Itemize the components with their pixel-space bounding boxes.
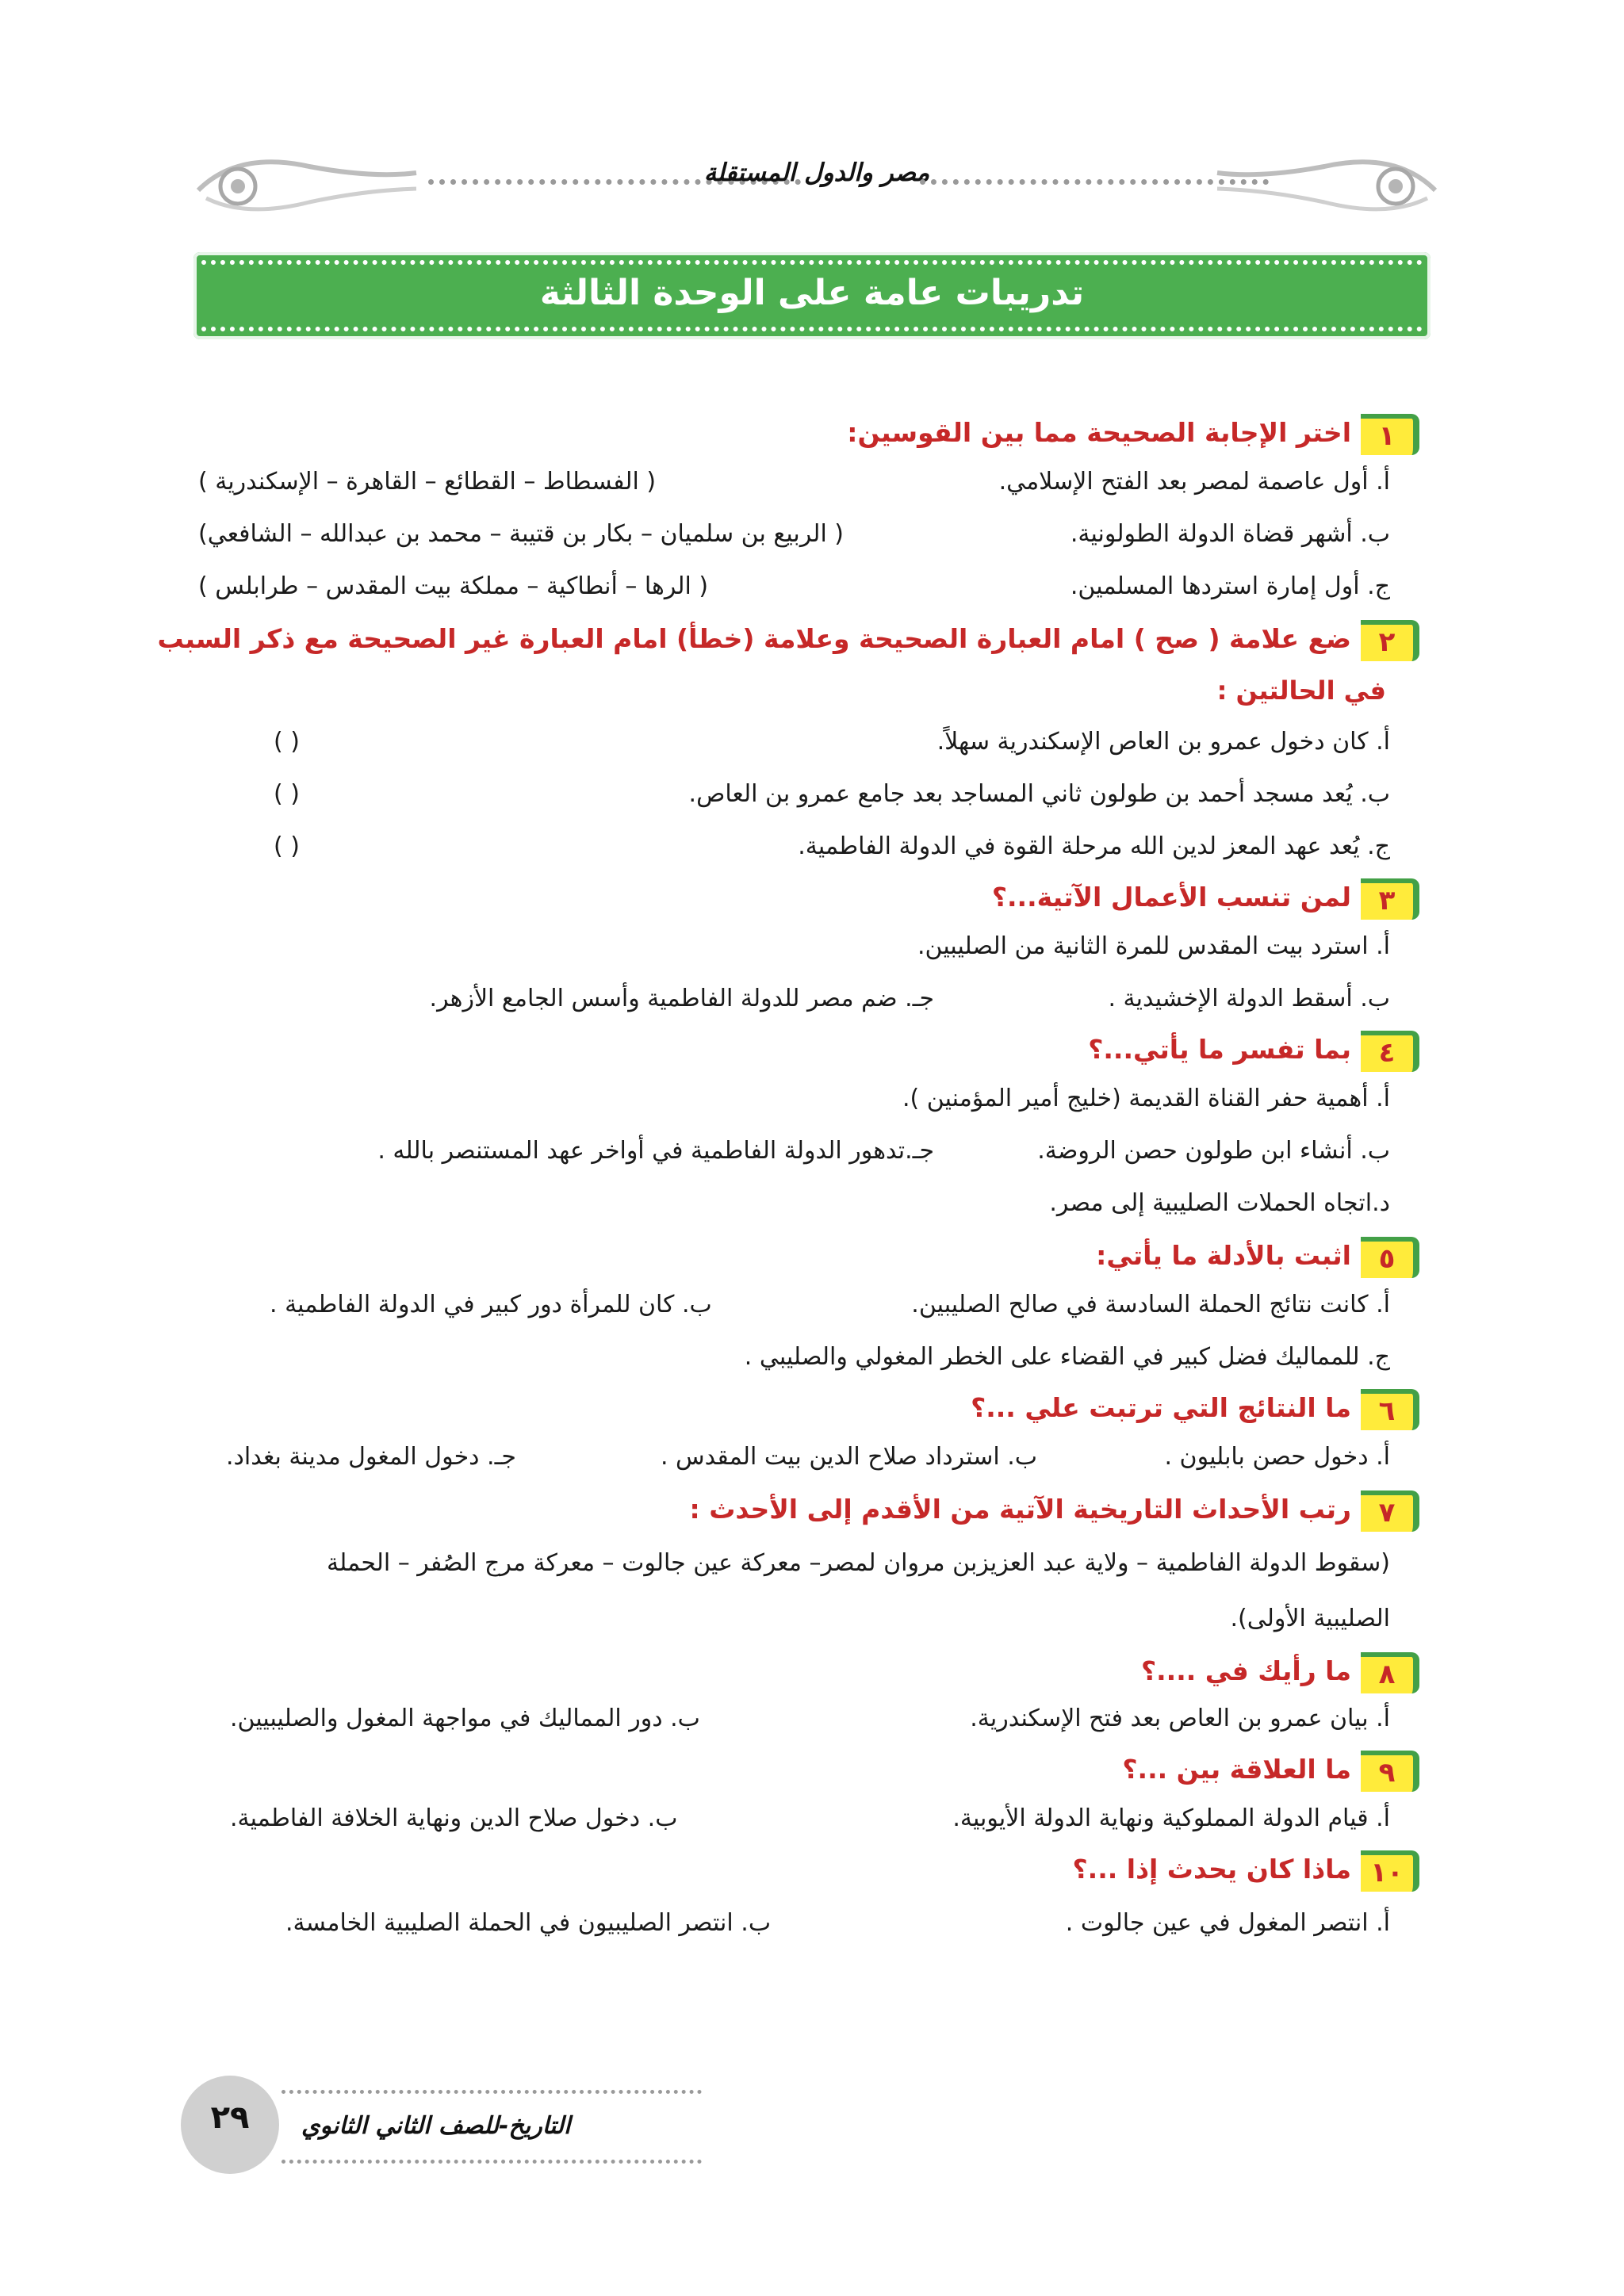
q1-item-b: ب. أشهر قضاة الدولة الطولونية. <box>1070 520 1390 548</box>
question-1 <box>190 414 1419 458</box>
question-title: ماذا كان يحدث إذا ...؟ <box>1072 1854 1351 1885</box>
question-8 <box>190 1652 1419 1697</box>
q1-item-b-options: ( الربيع بن سلميان – بكار بن قتيبة – محمد بن عبدالله – الشافعي) <box>198 520 845 548</box>
q3-item-a: أ. استرد بيت المقدس للمرة الثانية من الصليبين. <box>917 932 1390 960</box>
q7-events-line-1: (سقوط الدولة الفاطمية – ولاية عبد العزيزبن مروان لمصر– معركة عين جالوت – معركة مرج الصُفر – الحملة <box>327 1549 1390 1577</box>
question-number-badge: ١ <box>1361 414 1419 455</box>
answer-blank[interactable]: ( ) <box>274 728 300 756</box>
q9-item-b: ب. دخول صلاح الدين ونهاية الخلافة الفاطمية. <box>230 1804 678 1832</box>
q8-item-a: أ. بيان عمرو بن العاص بعد فتح الإسكندرية. <box>970 1705 1390 1732</box>
question-title: اثبت بالأدلة ما يأتي: <box>1096 1240 1351 1271</box>
q10-item-a: أ. انتصر المغول في عين جالوت . <box>1065 1909 1390 1937</box>
page-header <box>190 143 1443 230</box>
question-number-badge: ٨ <box>1361 1652 1419 1693</box>
q5-item-c: ج. للمماليك فضل كبير في القضاء على الخطر المغولي والصليبي . <box>744 1343 1390 1371</box>
question-title: ما رأيك في ....؟ <box>1141 1655 1351 1686</box>
answer-blank[interactable]: ( ) <box>274 832 300 860</box>
question-title: ما النتائج التي ترتبت علي ...؟ <box>971 1392 1351 1423</box>
footer-title: التاريخ-للصف الثاني الثانوي <box>301 2112 571 2140</box>
section-banner <box>193 252 1431 339</box>
q6-item-b: ب. استرداد صلاح الدين بيت المقدس . <box>660 1443 1037 1471</box>
question-title: اختر الإجابة الصحيحة مما بين القوسين: <box>847 417 1351 448</box>
question-title-continued: في الحالتين : <box>1216 675 1386 706</box>
question-title: ضع علامة ( صح ) امام العبارة الصحيحة وعلامة (خطأ) امام العبارة غير الصحيحة مع ذكر السبب <box>157 623 1351 654</box>
question-title: رتب الأحداث التاريخية الآتية من الأقدم إلى الأحدث : <box>689 1494 1351 1525</box>
q2-item-c: ج. يُعد عهد المعز لدين الله مرحلة القوة في الدولة الفاطمية. <box>798 832 1390 860</box>
question-2 <box>157 620 1419 664</box>
question-title: بما تفسر ما يأتي...؟ <box>1088 1034 1351 1065</box>
question-number-badge: ٧ <box>1361 1490 1419 1532</box>
q1-item-a: أ. أول عاصمة لمصر بعد الفتح الإسلامي. <box>998 468 1390 496</box>
q5-item-a: أ. كانت نتائج الحملة السادسة في صالح الصليبين. <box>911 1291 1390 1318</box>
q7-events-line-2: الصليبية الأولى). <box>1230 1605 1390 1632</box>
question-number-badge: ٦ <box>1361 1389 1419 1430</box>
question-5 <box>190 1237 1419 1281</box>
question-4 <box>190 1031 1419 1075</box>
q9-item-a: أ. قيام الدولة المملوكية ونهاية الدولة الأيوبية. <box>952 1804 1390 1832</box>
question-title: ما العلاقة بين ...؟ <box>1122 1754 1351 1785</box>
q6-item-a: أ. دخول حصن بابليون . <box>1164 1443 1390 1471</box>
question-number-badge: ٢ <box>1361 620 1419 661</box>
running-header-title: مصر والدول المستقلة <box>703 159 930 187</box>
q6-item-c: جـ. دخول المغول مدينة بغداد. <box>226 1443 516 1471</box>
question-9 <box>190 1751 1419 1795</box>
q4-item-a: أ. أهمية حفر القناة القديمة (خليج أمير المؤمنين ). <box>902 1085 1390 1112</box>
q3-item-b: ب. أسقط الدولة الإخشيدية . <box>1108 985 1390 1012</box>
q3-item-c: جـ. ضم مصر للدولة الفاطمية وأسس الجامع الأزهر. <box>429 985 934 1012</box>
footer-dots-top <box>282 2090 702 2094</box>
q10-item-b: ب. انتصر الصليبيون في الحملة الصليبية الخامسة. <box>285 1909 772 1937</box>
question-number-badge: ٤ <box>1361 1031 1419 1072</box>
question-number-badge: ٩ <box>1361 1751 1419 1792</box>
q2-item-b: ب. يُعد مسجد أحمد بن طولون ثاني المساجد بعد جامع عمرو بن العاص. <box>688 780 1390 808</box>
section-title: تدريبات عامة على الوحدة الثالثة <box>539 273 1085 313</box>
q4-item-b: ب. أنشاء ابن طولون حصن الروضة. <box>1037 1137 1390 1165</box>
q1-item-a-options: ( الفسطاط – القطائع – القاهرة – الإسكندرية ) <box>198 468 657 496</box>
q1-item-c: ج. أول إمارة استردها المسلمين. <box>1070 572 1390 600</box>
question-6 <box>190 1389 1419 1433</box>
question-3 <box>190 878 1419 923</box>
question-number-badge: ٣ <box>1361 878 1419 920</box>
q4-item-c: جـ.تدهور الدولة الفاطمية في أواخر عهد المستنصر بالله . <box>377 1137 934 1165</box>
q2-item-a: أ. كان دخول عمرو بن العاص الإسكندرية سهلاً. <box>936 728 1390 756</box>
q8-item-b: ب. دور المماليك في مواجهة المغول والصليبيين. <box>230 1705 700 1732</box>
page-number: ٢٩ <box>210 2099 250 2136</box>
answer-blank[interactable]: ( ) <box>274 780 300 808</box>
q4-item-d: د.اتجاه الحملات الصليبية إلى مصر. <box>1049 1189 1390 1217</box>
question-10 <box>190 1850 1419 1895</box>
q5-item-b: ب. كان للمرأة دور كبير في الدولة الفاطمية . <box>270 1291 712 1318</box>
q1-item-c-options: ( الرها – أنطاكية – مملكة بيت المقدس – طرابلس ) <box>198 572 709 600</box>
ornament-right-icon <box>1213 143 1443 222</box>
footer-dots-bottom <box>282 2160 702 2164</box>
question-title: لمن تنسب الأعمال الآتية...؟ <box>991 882 1351 913</box>
question-number-badge: ١٠ <box>1361 1850 1419 1892</box>
question-7 <box>190 1490 1419 1535</box>
question-number-badge: ٥ <box>1361 1237 1419 1278</box>
